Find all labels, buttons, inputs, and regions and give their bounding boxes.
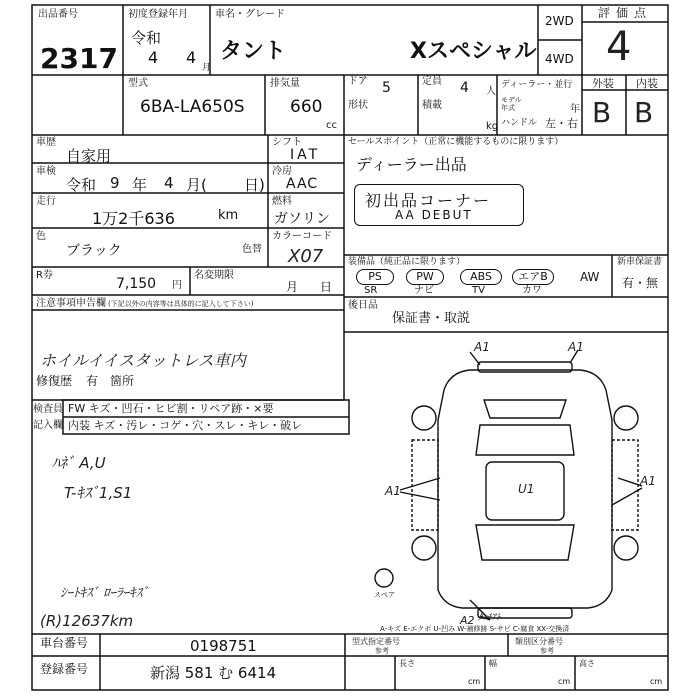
inspection-year: 9 xyxy=(110,174,120,192)
option-navi: ナビ xyxy=(414,285,434,296)
diagram-mark-front-left: A1 xyxy=(474,340,490,354)
spare-label: スペア xyxy=(374,591,395,599)
interior-label: 内装 xyxy=(636,77,658,90)
inspector-row2: 内装 キズ・汚レ・コゲ・穴・スレ・キレ・破レ xyxy=(68,419,303,432)
recycle-unit: 円 xyxy=(172,280,182,291)
repair-unit: 箇所 xyxy=(110,374,135,388)
repair-history-label: 修復歴 xyxy=(36,374,73,388)
inspection-day-unit: 日) xyxy=(244,176,265,194)
option-airbag: エアB xyxy=(512,269,554,285)
name-change-day: 日 xyxy=(320,280,333,294)
displacement-label: 排気量 xyxy=(270,78,300,89)
option-aw: AW xyxy=(580,270,600,284)
model-label: 型式 xyxy=(128,78,148,89)
doors-value: 5 xyxy=(382,80,391,96)
capacity-value: 4 xyxy=(460,80,469,96)
recycle-label: R券 xyxy=(36,270,53,281)
inspector-label-2: 記入欄 xyxy=(33,420,63,431)
inspection-era: 令和 xyxy=(66,176,97,194)
exterior-grade: B xyxy=(592,96,612,129)
car-name: タント xyxy=(220,39,287,64)
option-pw: PW xyxy=(406,269,444,285)
reg-year: 4 xyxy=(148,48,159,67)
capacity-label: 定員 xyxy=(422,76,442,87)
inspection-month-unit: 月( xyxy=(186,176,207,194)
width-unit: cm xyxy=(558,677,571,686)
drive-2wd: 2WD xyxy=(545,14,574,28)
displacement-value: 660 xyxy=(290,97,323,117)
capacity-unit: 人 xyxy=(486,86,496,97)
inspector-label-1: 検査員 xyxy=(33,404,63,415)
warranty-value: 有・無 xyxy=(622,276,659,290)
car-grade: Xスペシャル xyxy=(410,39,537,64)
sales-point-label: セールスポイント（正常に機能するものに限ります） xyxy=(348,137,564,147)
notes-label: 注意事項申告欄 xyxy=(36,298,106,309)
inspector-note-4: (R)12637km xyxy=(40,612,134,630)
later-docs-value: 保証書・取説 xyxy=(392,311,471,326)
designation-label: 型式指定番号 xyxy=(352,637,400,646)
inspection-month: 4 xyxy=(164,174,174,192)
score-value: 4 xyxy=(606,24,632,70)
stamp-line2: AA DEBUT xyxy=(395,208,473,222)
mileage-value: 1万2千636 xyxy=(92,209,175,228)
width-label: 幅 xyxy=(489,659,497,668)
option-abs: ABS xyxy=(460,269,502,285)
inspection-year-unit: 年 xyxy=(132,176,148,194)
diagram-legend: A-キズ E-エクボ U-凹み W-補修跡 S-サビ C-腐食 XX-交換済 xyxy=(380,625,570,633)
handle-value: 左・右 xyxy=(545,117,578,130)
name-change-month: 月 xyxy=(286,280,299,294)
color-change-label: 色替 xyxy=(242,244,262,255)
warranty-label: 新車保証書 xyxy=(617,257,663,267)
diagram-mark-front-right: A1 xyxy=(568,340,584,354)
shape-label: 形状 xyxy=(348,100,368,111)
exterior-label: 外装 xyxy=(592,77,614,90)
color-code-value: X07 xyxy=(288,246,324,267)
diagram-mark-rear: A2 xyxy=(460,614,475,627)
plate-label: 登録番号 xyxy=(40,662,89,676)
diagram-mark-roof: U1 xyxy=(518,482,535,496)
chassis-value: 0198751 xyxy=(190,637,257,655)
sales-point-line1: ディーラー出品 xyxy=(356,155,467,174)
drive-4wd: 4WD xyxy=(545,52,574,66)
color-code-label: カラーコード xyxy=(272,231,332,242)
color-value: ブラック xyxy=(66,243,122,259)
class-sub: 参考 xyxy=(540,647,554,655)
diagram-mark-right: A1 xyxy=(640,474,656,488)
height-unit: cm xyxy=(650,677,663,686)
inspector-note-3: ｼｰﾄｷｽﾞ ﾛｰﾗｰｷｽﾞ xyxy=(60,586,149,601)
mileage-unit: km xyxy=(218,208,239,223)
recycle-value: 7,150 xyxy=(116,276,157,292)
stamp-line1: 初出品コーナー xyxy=(365,191,492,210)
dealer-label: ディーラー・並行 xyxy=(501,80,573,90)
options-label: 装備品（純正品に限ります） xyxy=(348,257,466,267)
option-sr: SR xyxy=(364,285,378,296)
shift-label: シフト xyxy=(272,137,302,148)
repair-value: 有 xyxy=(86,374,99,388)
reg-month-unit: 月 xyxy=(202,63,212,73)
score-label: 評価点 xyxy=(598,6,653,20)
handle-label: ハンドル xyxy=(501,118,538,128)
ac-value: AAC xyxy=(286,176,319,192)
load-unit: kg xyxy=(486,121,499,132)
color-label: 色 xyxy=(36,231,46,242)
option-ps: PS xyxy=(356,269,394,285)
debut-stamp xyxy=(354,184,524,226)
designation-sub: 参考 xyxy=(375,647,389,655)
model-value: 6BA-LA650S xyxy=(140,97,245,117)
notes-sublabel: (下記以外の内容等は具体的に記入して下さい) xyxy=(108,300,254,308)
fuel-value: ガソリン xyxy=(274,211,330,227)
diagram-mark-touch: ﾀｯﾁｱﾄ xyxy=(478,613,501,623)
lot-number: 2317 xyxy=(40,42,118,75)
lot-label: 出品番号 xyxy=(38,9,78,20)
length-label: 長さ xyxy=(399,659,415,668)
plate-value: 新潟 581 む 6414 xyxy=(150,664,277,682)
history-value: 自家用 xyxy=(66,147,112,165)
shift-value: IAT xyxy=(290,147,321,163)
inspection-label: 車検 xyxy=(36,166,56,177)
reg-era: 令和 xyxy=(131,29,162,47)
diagram-mark-left: A1 xyxy=(385,484,401,498)
height-label: 高さ xyxy=(579,659,595,668)
doors-label: ドア xyxy=(348,76,368,87)
inspector-row1: FW キズ・凹石・ヒビ割・リペア跡・×要 xyxy=(68,402,274,415)
mileage-label: 走行 xyxy=(36,196,56,207)
interior-grade: B xyxy=(634,96,654,129)
name-grade-label: 車名・グレード xyxy=(215,9,285,20)
fuel-label: 燃料 xyxy=(272,196,292,207)
first-reg-label: 初度登録年月 xyxy=(128,9,188,20)
inspector-note-1: ﾊﾈﾞ A,U xyxy=(52,454,106,472)
load-label: 積載 xyxy=(422,100,442,111)
chassis-label: 車台番号 xyxy=(40,636,89,650)
reg-month: 4 xyxy=(186,48,197,67)
option-tv: TV xyxy=(472,285,485,296)
history-label: 車歴 xyxy=(36,137,56,148)
inspector-note-2: T-ｷｽﾞ1,S1 xyxy=(64,484,133,502)
name-change-label: 名変期限 xyxy=(194,270,234,281)
ac-label: 冷房 xyxy=(272,166,292,177)
displacement-unit: cc xyxy=(326,120,337,131)
later-docs-label: 後日品 xyxy=(348,300,378,311)
notes-handwritten: ホイルイイスタットレス車内 xyxy=(40,351,246,370)
model-year-label: モデル年式 xyxy=(501,96,522,112)
class-label: 類別区分番号 xyxy=(515,637,563,646)
option-leather: カワ xyxy=(522,285,542,296)
length-unit: cm xyxy=(468,677,481,686)
year-unit: 年 xyxy=(570,104,580,115)
